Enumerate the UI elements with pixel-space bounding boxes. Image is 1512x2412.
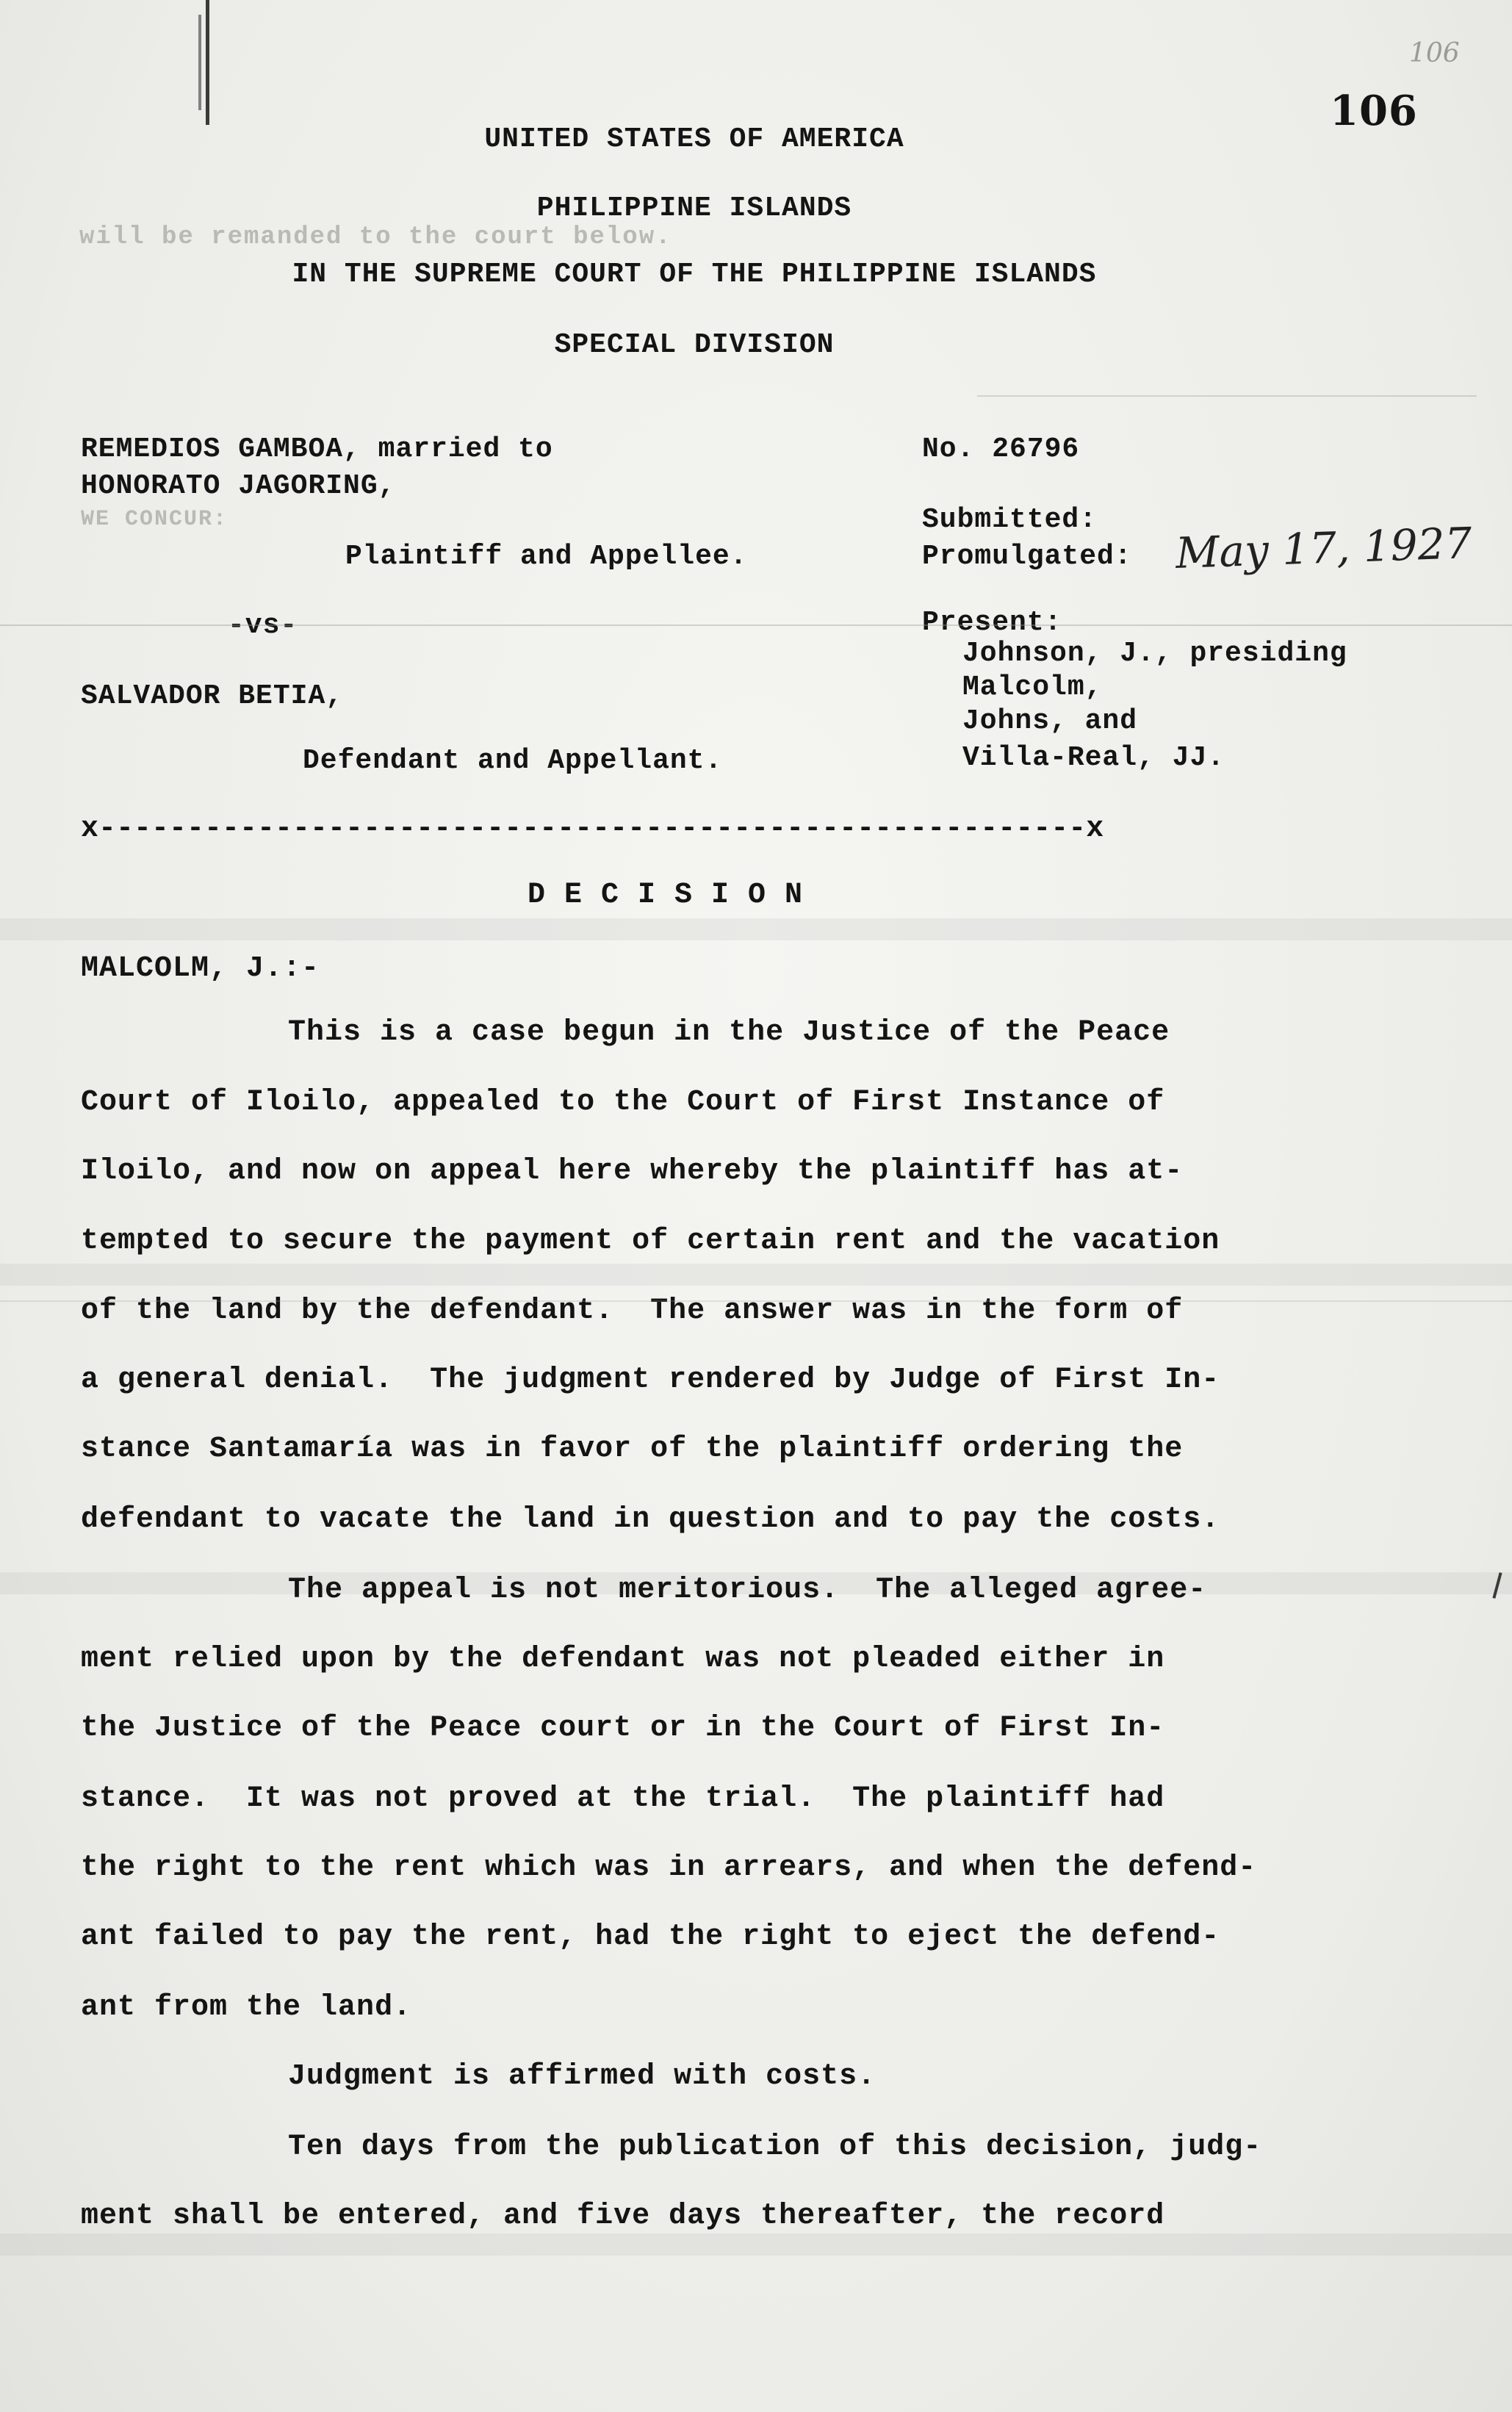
versus-label: -vs-	[228, 610, 298, 641]
paragraph-line: ment relied upon by the defendant was not pleaded either in	[81, 1643, 1165, 1676]
paragraph-line: This is a case begun in the Justice of the Peace	[288, 1016, 1170, 1049]
case-number: No. 26796	[922, 433, 1080, 465]
justice-presiding: Johnson, J., presiding	[962, 638, 1347, 669]
plaintiff-role: Plaintiff and Appellee.	[345, 541, 748, 572]
paragraph-line: tempted to secure the payment of certain rent and the vacation	[81, 1225, 1220, 1258]
paragraph-line: Ten days from the publication of this decision, judg-	[288, 2131, 1262, 2164]
ponente: MALCOLM, J.:-	[81, 952, 320, 985]
paragraph-line: the Justice of the Peace court or in the Court of First In-	[81, 1712, 1165, 1745]
paragraph-line: ment shall be entered, and five days thereafter, the record	[81, 2200, 1165, 2233]
paragraph-line: The appeal is not meritorious. The alleged agree-	[288, 1574, 1207, 1607]
justice-name: Malcolm,	[962, 672, 1103, 703]
paragraph-line: a general denial. The judgment rendered by Judge of First In-	[81, 1364, 1220, 1397]
page-number: 106	[1330, 87, 1418, 135]
bleed-band	[0, 1264, 1512, 1286]
defendant-name: SALVADOR BETIA,	[81, 680, 344, 712]
header-court: IN THE SUPREME COURT OF THE PHILIPPINE ISLANDS	[292, 259, 1097, 290]
paragraph-line: stance. It was not proved at the trial. The plaintiff had	[81, 1782, 1165, 1815]
paragraph-line: Court of Iloilo, appealed to the Court of First Instance of	[81, 1086, 1165, 1119]
bleed-band	[0, 918, 1512, 940]
bleed-through-concur: WE CONCUR:	[81, 507, 228, 532]
justice-name: Johns, and	[962, 705, 1138, 737]
caption-separator: x--------------------------------------------------------x	[81, 813, 1104, 846]
defendant-role: Defendant and Appellant.	[303, 745, 723, 777]
submitted-label: Submitted:	[922, 504, 1098, 536]
paragraph-line: defendant to vacate the land in question and to pay the costs.	[81, 1503, 1220, 1536]
plaintiff-name: REMEDIOS GAMBOA, married to	[81, 433, 553, 465]
paragraph-line: of the land by the defendant. The answer was in the form of	[81, 1295, 1184, 1328]
decision-title: D E C I S I O N	[528, 879, 804, 912]
paragraph-line: Judgment is affirmed with costs.	[288, 2060, 876, 2093]
header-islands: PHILIPPINE ISLANDS	[536, 192, 852, 224]
paragraph-line: stance Santamaría was in favor of the plaintiff ordering the	[81, 1433, 1184, 1466]
faint-rule	[0, 624, 1512, 626]
paragraph-line: ant failed to pay the rent, had the right to eject the defend-	[81, 1920, 1220, 1954]
handwritten-date: May 17, 1927	[1174, 517, 1473, 579]
paragraph-line: the right to the rent which was in arrears, and when the defend-	[81, 1851, 1257, 1884]
binding-mark	[198, 15, 201, 110]
plaintiff-name-continued: HONORATO JAGORING,	[81, 470, 396, 502]
pencil-page-number: 106	[1409, 38, 1460, 68]
faint-rule	[0, 1300, 1512, 1302]
present-label: Present:	[922, 607, 1062, 638]
header-country: UNITED STATES OF AMERICA	[484, 123, 904, 155]
faint-rule	[977, 395, 1477, 397]
paragraph-line: ant from the land.	[81, 1991, 412, 2024]
promulgated-label: Promulgated:	[922, 541, 1132, 572]
justice-name: Villa-Real, JJ.	[962, 742, 1225, 774]
bleed-through-text: will be remanded to the court below.	[79, 223, 672, 251]
binding-mark	[206, 0, 209, 125]
bleed-band	[0, 2233, 1512, 2256]
paragraph-line: Iloilo, and now on appeal here whereby the plaintiff has at-	[81, 1155, 1184, 1188]
header-division: SPECIAL DIVISION	[554, 329, 835, 361]
